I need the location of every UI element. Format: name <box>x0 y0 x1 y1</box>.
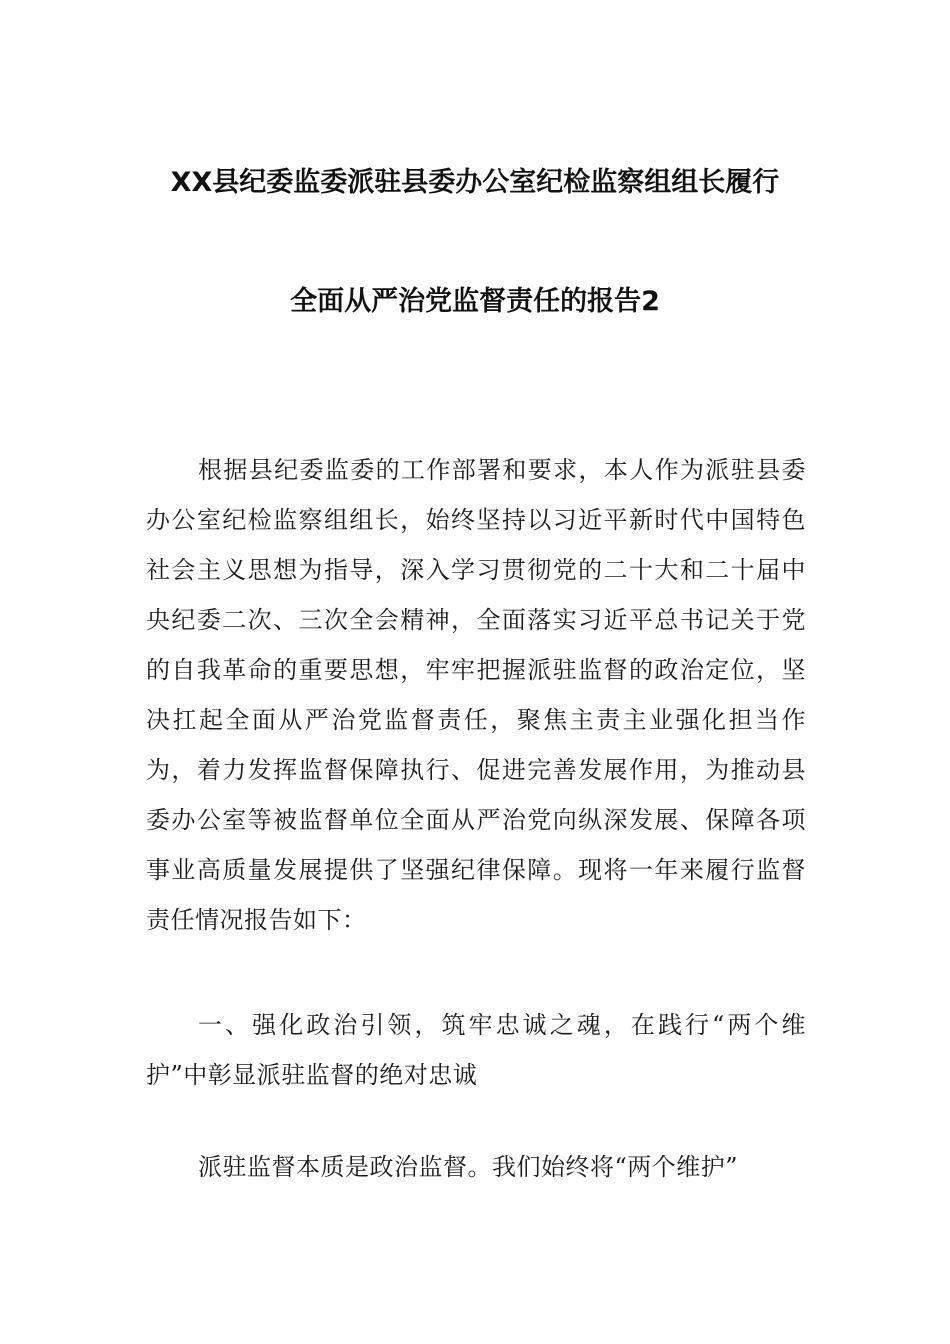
document-title-line-2: 全面从严治党监督责任的报告2 <box>290 286 660 317</box>
section-1-paragraph: 派驻监督本质是政治监督。我们始终将“两个维护” <box>198 1153 739 1181</box>
document-title-line-1: XX县纪委监委派驻县委办公室纪检监察组组长履行 <box>170 167 780 198</box>
intro-paragraph: 根据县纪委监委的工作部署和要求，本人作为派驻县委办公室纪检监察组组长，始终坚持以习近平新时代中国特色社会主义思想为指导，深入学习贯彻党的二十大和二十届中央纪委二次、三次全会精神，全面落实习近平总书记关于党的自我革命的重要思想，牢牢把握派驻监督的政治定位，坚决扛起全面从严治党监督责任，聚焦主责主业强化担当作为，着力发挥监督保障执行、促进完善发展作用，为推动县委办公室等被监督单位全面从严治党向纵深发展、保障各项事业高质量发展提供了坚强纪律保障。现将一年来履行监督责任情况报告如下： <box>146 456 806 934</box>
section-1-heading: 一、强化政治引领，筑牢忠诚之魂，在践行“两个维护”中彰显派驻监督的绝对忠诚 <box>146 1011 806 1089</box>
